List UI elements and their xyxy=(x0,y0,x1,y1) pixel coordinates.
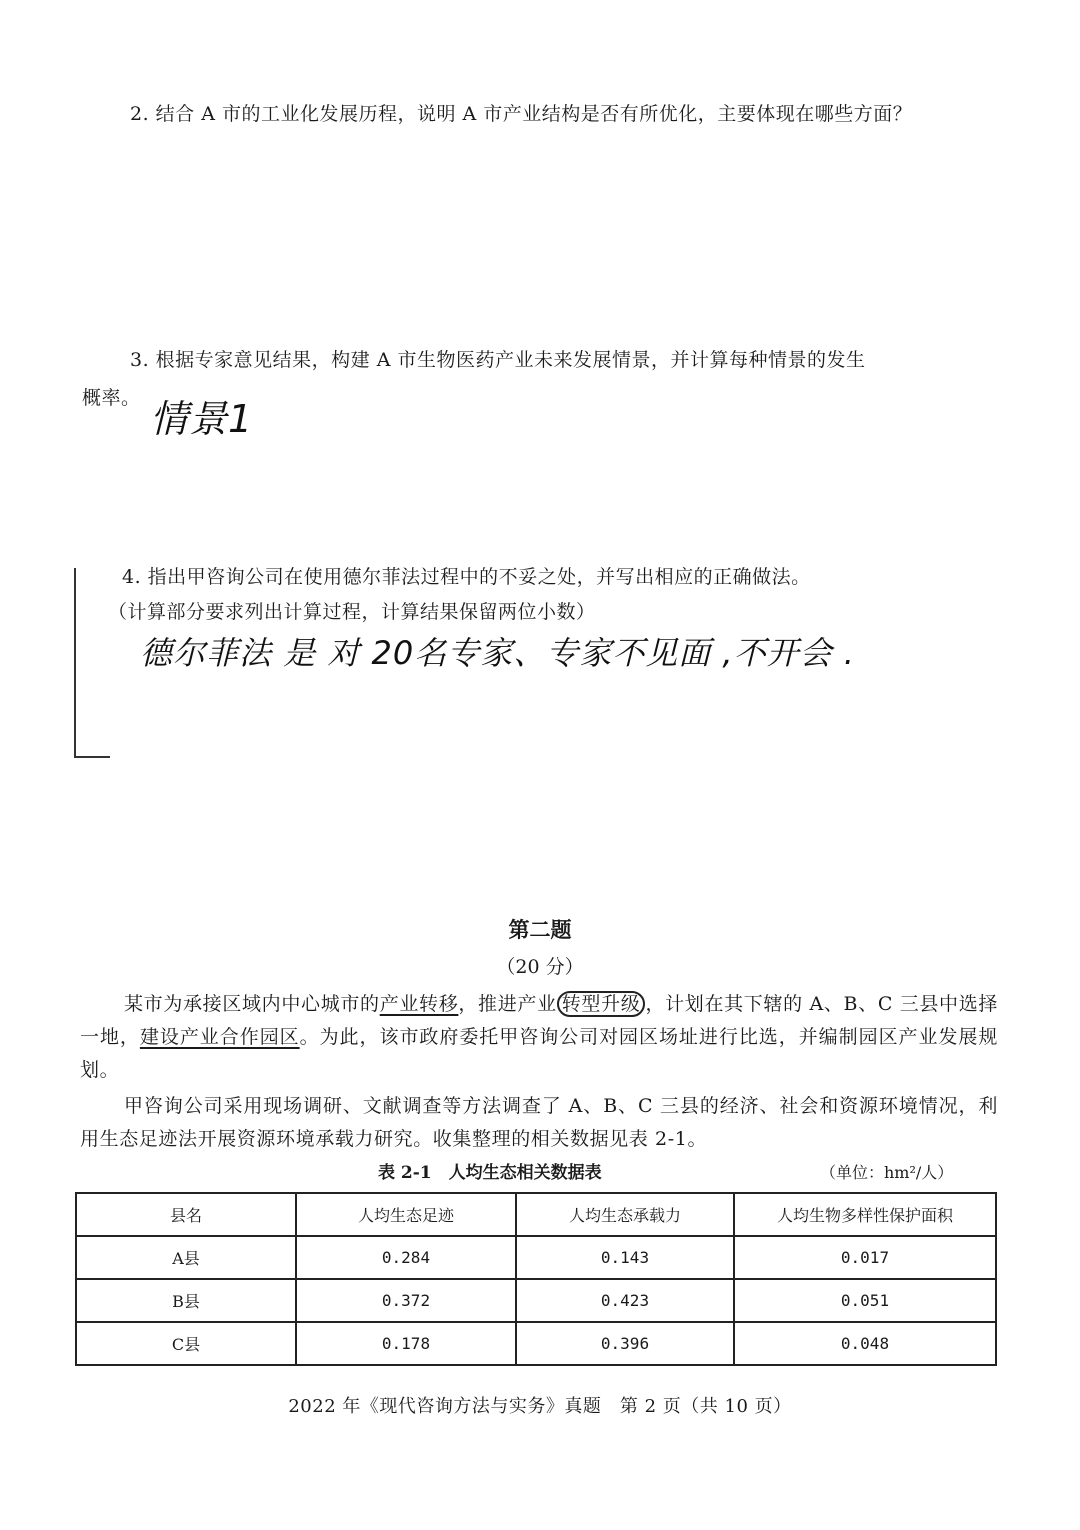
cell-footprint: 0.284 xyxy=(296,1236,516,1279)
paragraph-1-text-b: ，推进产业 xyxy=(458,993,557,1015)
table-row xyxy=(76,1236,996,1279)
cell-capacity: 0.143 xyxy=(516,1236,734,1279)
table-caption: 表 2-1 人均生态相关数据表 xyxy=(378,1163,602,1183)
paragraph-1-text-c: ，计划在其下辖的 A、B、C 三县中选择一地， xyxy=(80,993,998,1048)
question-2: 2. 结合 A 市的工业化发展历程，说明 A 市产业结构是否有所优化，主要体现在哪些方面？ xyxy=(130,103,913,125)
cell-county: A县 xyxy=(76,1236,296,1279)
question-3-line1: 3. 根据专家意见结果，构建 A 市生物医药产业未来发展情景，并计算每种情景的发生 xyxy=(130,349,866,371)
data-table xyxy=(75,1192,997,1366)
table-row xyxy=(76,1322,996,1365)
header-biodiversity: 人均生物多样性保护面积 xyxy=(734,1193,996,1236)
cell-capacity: 0.423 xyxy=(516,1279,734,1322)
cell-footprint: 0.178 xyxy=(296,1322,516,1365)
underlined-industry-transfer: 产业转移 xyxy=(379,993,459,1015)
question-4-note: （计算部分要求列出计算过程，计算结果保留两位小数） xyxy=(108,601,596,623)
handwritten-answer-q3: 情景1 xyxy=(150,397,254,441)
paragraph-1-text-a: 某市为承接区域内中心城市的 xyxy=(124,993,380,1015)
header-capacity: 人均生态承载力 xyxy=(516,1193,734,1236)
paragraph-1-text-d: 。为此，该市政府委托甲咨询公司对园区场址进行比选，并编制园区产业发展规划。 xyxy=(80,1026,998,1081)
section-score: （20 分） xyxy=(496,956,584,978)
cell-county: C县 xyxy=(76,1322,296,1365)
table-row xyxy=(76,1279,996,1322)
page-footer: 2022 年《现代咨询方法与实务》真题 第 2 页（共 10 页） xyxy=(288,1396,792,1417)
handwritten-answer-q4: 德尔菲法 是 对 20名专家、专家不见面 ,不开会 . xyxy=(140,634,855,672)
circled-transformation-upgrade: 转型升级 xyxy=(557,991,646,1017)
header-footprint: 人均生态足迹 xyxy=(296,1193,516,1236)
cell-capacity: 0.396 xyxy=(516,1322,734,1365)
margin-bracket-line xyxy=(74,568,76,758)
section-title: 第二题 xyxy=(508,917,572,942)
paragraph-2: 甲咨询公司采用现场调研、文献调查等方法调查了 A、B、C 三县的经济、社会和资源环境情况，利用生态足迹法开展资源环境承载力研究。收集整理的相关数据见表 2-1。 xyxy=(80,1095,998,1150)
paragraph-1 xyxy=(80,988,998,1087)
table-header-row xyxy=(76,1193,996,1236)
cell-county: B县 xyxy=(76,1279,296,1322)
cell-biodiversity: 0.051 xyxy=(734,1279,996,1322)
cell-biodiversity: 0.017 xyxy=(734,1236,996,1279)
underlined-build-park: 建设产业合作园区 xyxy=(139,1026,300,1048)
cell-biodiversity: 0.048 xyxy=(734,1322,996,1365)
question-4-line1: 4. 指出甲咨询公司在使用德尔菲法过程中的不妥之处，并写出相应的正确做法。 xyxy=(122,566,811,588)
table-unit: （单位：hm²/人） xyxy=(820,1163,954,1182)
header-county: 县名 xyxy=(76,1193,296,1236)
margin-bracket-foot xyxy=(74,756,110,758)
cell-footprint: 0.372 xyxy=(296,1279,516,1322)
question-3-line2: 概率。 xyxy=(82,387,141,409)
